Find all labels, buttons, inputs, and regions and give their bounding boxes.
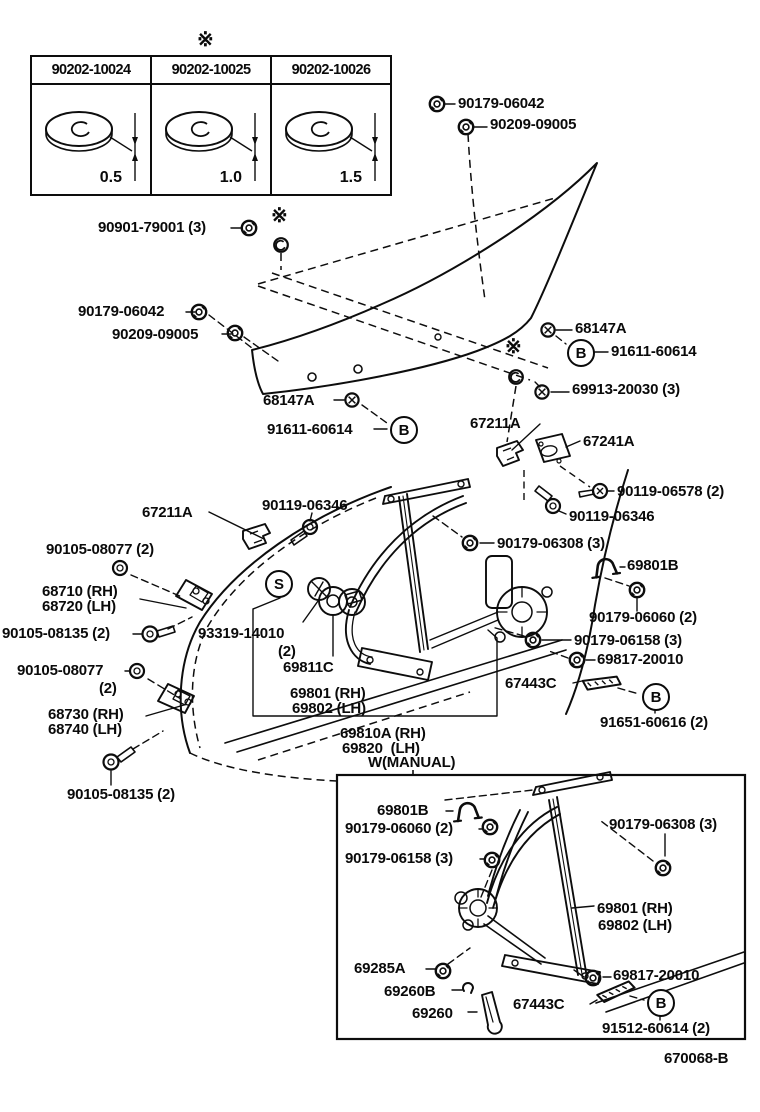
part-label: 91611-60614 [267,421,353,438]
part-label: 68730 (RH) [48,706,124,723]
part-label: 69820 (LH) [342,740,420,757]
part-label: 91512-60614 (2) [602,1020,710,1037]
shim-washer-icon [154,89,266,191]
shim-column [152,57,272,194]
part-label: 90179-06158 (3) [574,632,682,649]
part-label: 69817-20010 [597,651,684,668]
part-label: 90179-06308 (3) [609,816,717,833]
shim-column [272,57,390,194]
part-label: 93319-14010 [198,625,285,642]
part-label: 69801 (RH) [597,900,673,917]
part-label: W(MANUAL) [368,754,456,771]
part-label: 68720 (LH) [42,598,116,615]
shim-washer-icon [274,89,386,191]
shim-thickness: 0.5 [99,169,122,186]
shim-part-number: 90202-10024 [32,57,150,85]
part-label: 69810A (RH) [340,725,426,742]
part-label: 69801B [627,557,679,574]
part-label: 67211A [142,504,193,521]
part-label: 69801 (RH) [290,685,366,702]
part-label: 67443C [505,675,557,692]
shim-thickness: 1.0 [219,169,242,186]
part-label: 90105-08077 [17,662,104,679]
reference-mark: ※ [505,336,522,358]
part-label: 68710 (RH) [42,583,118,600]
shim-illustration-cell [152,85,270,194]
part-label: 90901-79001 (3) [98,219,206,236]
part-label: 90105-08077 (2) [46,541,154,558]
part-label: 68147A [263,392,315,409]
shim-illustration-cell [272,85,390,194]
part-label: 90179-06158 (3) [345,850,453,867]
part-label: 90119-06578 (2) [617,483,725,500]
badge-b: B [642,683,670,711]
part-label: 69802 (LH) [292,700,366,717]
reference-mark: ※ [197,29,214,51]
part-label: 69260B [384,983,436,1000]
part-label: (2) [278,643,296,660]
diagram-code: 670068-B [664,1050,729,1067]
shim-thickness: 1.5 [339,169,362,186]
part-label: 69817-20010 [613,967,700,984]
part-label: 90179-06308 (3) [497,535,605,552]
part-label: 90119-06346 [262,497,348,514]
shim-selection-table [30,55,392,196]
part-label: 67443C [513,996,565,1013]
part-label: 67211A [470,415,521,432]
part-label: 69802 (LH) [598,917,672,934]
part-label: 69801B [377,802,429,819]
part-label: 91611-60614 [611,343,697,360]
part-label: 90179-06042 [78,303,165,320]
part-label: 67241A [583,433,635,450]
part-label: 90209-09005 [112,326,199,343]
part-label: 68147A [575,320,627,337]
badge-b: B [567,339,595,367]
part-label: 69913-20030 (3) [572,381,680,398]
part-label: 91651-60616 (2) [600,714,708,731]
part-label: 90179-06042 [458,95,545,112]
part-label: 90105-08135 (2) [2,625,110,642]
badge-b: B [647,989,675,1017]
reference-mark: ※ [271,205,288,227]
part-label: 69285A [354,960,406,977]
part-label: 69811C [283,659,334,676]
shim-illustration-cell [32,85,150,194]
part-label: 90209-09005 [490,116,577,133]
shim-column [32,57,152,194]
shim-washer-icon [34,89,146,191]
part-label: 90179-06060 (2) [589,609,697,626]
part-label: 68740 (LH) [48,721,122,738]
shim-part-number: 90202-10025 [152,57,270,85]
badge-s: S [265,570,293,598]
badge-b: B [390,416,418,444]
part-label: 90119-06346 [569,508,655,525]
part-label: 90105-08135 (2) [67,786,175,803]
part-label: (2) [99,680,117,697]
part-label: 90179-06060 (2) [345,820,453,837]
part-label: 69260 [412,1005,453,1022]
shim-part-number: 90202-10026 [272,57,390,85]
